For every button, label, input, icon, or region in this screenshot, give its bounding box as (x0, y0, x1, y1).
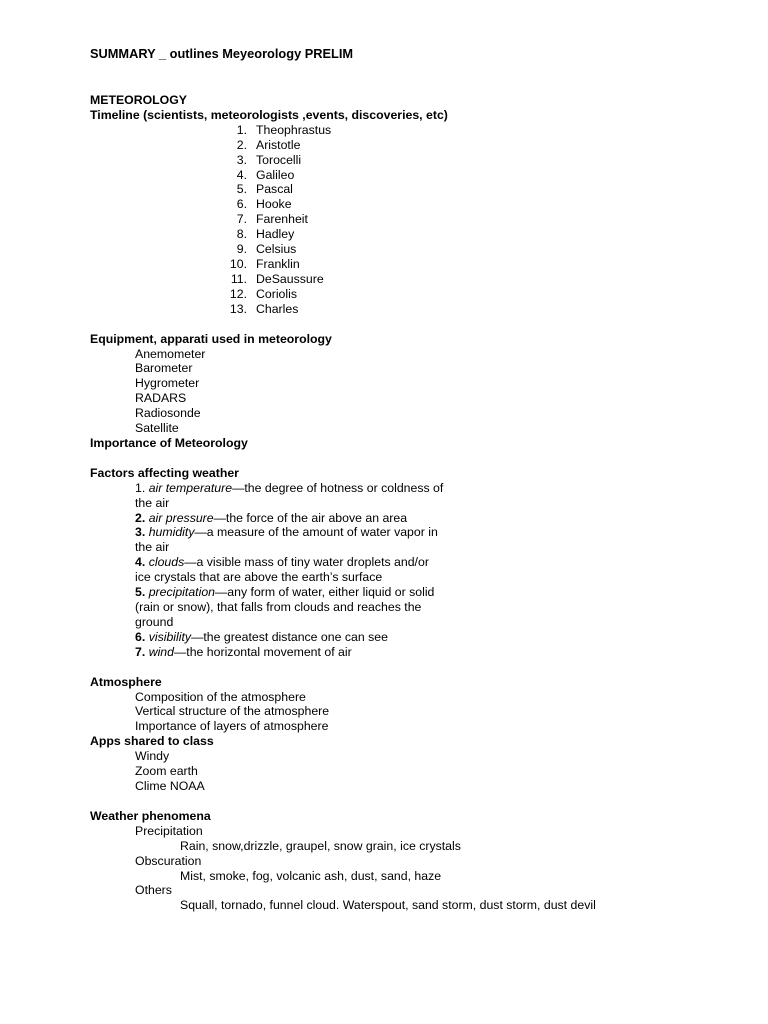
phenomena-group-name: Precipitation (135, 823, 203, 838)
equipment-item: Hygrometer (135, 376, 200, 391)
atmosphere-item: Composition of the atmosphere (135, 689, 306, 704)
list-item: 12. Coriolis (229, 286, 297, 301)
importance-heading: Importance of Meteorology (90, 435, 248, 450)
list-item: 3. Torocelli (236, 152, 302, 167)
list-item: 6. Hooke (236, 197, 292, 212)
section-heading-meteorology: METEOROLOGY (90, 93, 188, 107)
list-item: 4. Galileo (236, 167, 295, 182)
factor-item: 2. air pressure—the force of the air above an area (135, 510, 408, 525)
document-body (90, 93, 730, 913)
factors-heading: Factors affecting weather (90, 465, 239, 480)
factor-item: 1. air temperature—the degree of hotness or coldness of the air (135, 480, 444, 510)
equipment-item: Radiosonde (135, 406, 201, 421)
factor-item: 6. visibility—the greatest distance one can see (135, 629, 388, 644)
app-item: Clime NOAA (135, 778, 205, 793)
phenomena-heading: Weather phenomena (90, 808, 211, 823)
app-item: Zoom earth (135, 764, 198, 779)
equipment-heading: Equipment, apparati used in meteorology (90, 331, 332, 346)
list-item: 2. Aristotle (236, 137, 301, 152)
phenomena-group-detail: Squall, tornado, funnel cloud. Waterspout, sand storm, dust storm, dust devil (180, 898, 596, 913)
phenomena-group-name: Obscuration (135, 853, 202, 868)
factor-item: 5. precipitation—any form of water, either liquid or solid (rain or snow), that falls from clouds and reaches the ground (135, 585, 435, 629)
list-item: 10. Franklin (229, 256, 300, 271)
phenomena-group-name: Others (135, 883, 172, 898)
atmosphere-heading: Atmosphere (90, 674, 162, 689)
factor-item: 7. wind—the horizontal movement of air (135, 644, 352, 659)
phenomena-group-detail: Rain, snow,drizzle, graupel, snow grain, ice crystals (180, 838, 461, 853)
timeline-list (90, 123, 730, 317)
apps-heading: Apps shared to class (90, 734, 214, 749)
list-item: 9. Celsius (236, 242, 297, 257)
document-title: SUMMARY _ outlines Meyeorology PRELIM (90, 46, 354, 61)
equipment-item: RADARS (135, 391, 187, 406)
list-item: 5. Pascal (236, 182, 293, 197)
list-item: 8. Hadley (236, 227, 295, 242)
list-item: 11. DeSaussure (230, 271, 324, 286)
list-item: 1. Theophrastus (236, 122, 332, 137)
equipment-item: Barometer (135, 361, 193, 376)
atmosphere-item: Vertical structure of the atmosphere (135, 704, 330, 719)
timeline-heading: Timeline (scientists, meteorologists ,events, discoveries, etc) (90, 107, 448, 122)
equipment-item: Anemometer (135, 346, 206, 361)
atmosphere-item: Importance of layers of atmosphere (135, 719, 329, 734)
factor-item: 3. humidity—a measure of the amount of water vapor in the air (135, 525, 438, 555)
app-item: Windy (135, 749, 170, 764)
list-item: 13. Charles (229, 301, 299, 316)
phenomena-group-detail: Mist, smoke, fog, volcanic ash, dust, sand, haze (180, 868, 442, 883)
list-item: 7. Farenheit (236, 212, 308, 227)
factor-item: 4. clouds—a visible mass of tiny water droplets and/or ice crystals that are above the earth’s surface (135, 555, 429, 585)
equipment-item: Satellite (135, 421, 179, 436)
